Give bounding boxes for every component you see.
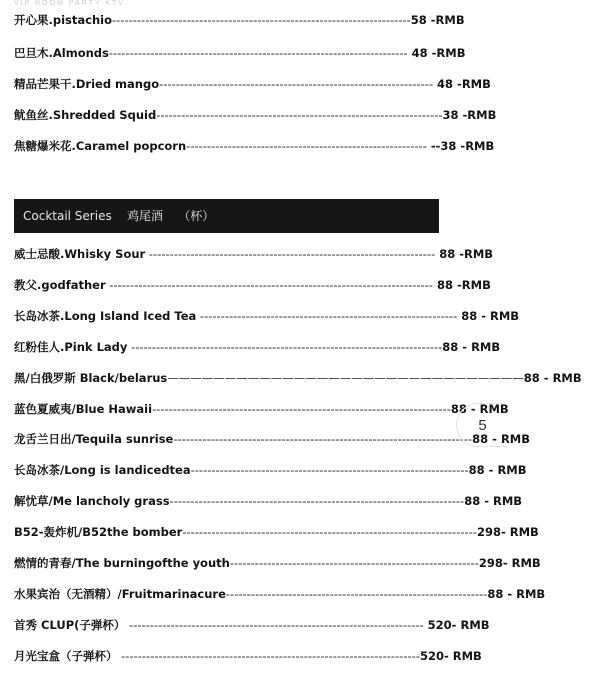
dot-leader: --------------------------------------------------------------------- xyxy=(156,108,443,122)
item-name: 龙舌兰日出/Tequila sunrise xyxy=(14,432,174,446)
item-name: 长岛冰茶.Long Island Iced Tea xyxy=(14,309,197,323)
menu-item-b52-bomber xyxy=(14,525,539,540)
menu-item-melancholy-grass xyxy=(14,494,522,509)
item-name: 首秀 CLUP(子弹杯） xyxy=(14,618,126,632)
dot-leader: ------------------------------------------------------------------------------ xyxy=(105,278,433,292)
dot-leader: ------------------------------------------------------------------------ xyxy=(173,432,473,446)
item-name: 长岛冰茶/Long is landicedtea xyxy=(14,463,191,477)
item-price: 48 -RMB xyxy=(407,46,466,60)
item-name: 蓝色夏威夷/Blue Hawaii xyxy=(14,402,153,416)
dot-leader: -------------------------------------------------------------- xyxy=(196,309,458,323)
item-price: 38 -RMB xyxy=(442,108,497,122)
menu-item-pink-lady xyxy=(14,340,500,355)
item-name: 教父.godfather xyxy=(14,278,106,292)
dot-leader: ------------------------------------------------------------------------ xyxy=(108,46,408,60)
item-price: 520- RMB xyxy=(423,618,490,632)
menu-item-blue-hawaii xyxy=(14,402,509,417)
menu-item-moonlight-box xyxy=(14,649,482,664)
item-name: 鱿鱼丝.Shredded Squid xyxy=(14,108,157,122)
item-name: 水果宾治（无酒精）/Fruitmarinacure xyxy=(14,587,226,601)
item-name: 巴旦木.Almonds xyxy=(14,46,109,60)
menu-item-dried-mango xyxy=(14,77,491,92)
section-title-cn: 鸡尾酒 xyxy=(126,209,163,223)
item-price: --38 -RMB xyxy=(426,139,495,153)
item-price: 58 -RMB xyxy=(410,13,465,27)
item-price: 298- RMB xyxy=(478,556,541,570)
item-price: 88 - RMB xyxy=(523,371,582,385)
section-title-en: Cocktail Series xyxy=(23,209,112,223)
item-price: 88 - RMB xyxy=(468,463,527,477)
dot-leader: --------------------------------------------------------------------------- xyxy=(127,340,443,354)
menu-item-long-island-iced-tea xyxy=(14,309,519,324)
menu-item-debut-clup xyxy=(14,618,490,633)
menu-item-tequila-sunrise xyxy=(14,432,530,447)
dot-leader: ----------------------------------------------------------------------- xyxy=(125,618,424,632)
item-price: 88 - RMB xyxy=(464,494,523,508)
dot-leader: ----------------------------------------------------------------------- xyxy=(182,525,477,539)
item-name: 月光宝盒（子弹杯） xyxy=(14,649,118,663)
item-price: 88 - RMB xyxy=(442,340,501,354)
menu-item-shredded-squid xyxy=(14,108,496,123)
menu-item-burning-youth xyxy=(14,556,541,571)
item-price: 88 - RMB xyxy=(457,309,520,323)
item-name: 威士忌酸.Whisky Sour xyxy=(14,247,146,261)
dot-leader: ------------------------------------------------------------------ xyxy=(159,77,434,91)
menu-item-black-belarus xyxy=(14,371,582,386)
item-name: 燃情的青春/The burningofthe youth xyxy=(14,556,230,570)
item-name: 红粉佳人.Pink Lady xyxy=(14,340,128,354)
item-price: 520- RMB xyxy=(419,649,482,663)
section-unit: （杯） xyxy=(178,209,215,223)
item-name: 开心果.pistachio xyxy=(14,13,112,27)
item-name: 解忧草/Me lancholy grass xyxy=(14,494,170,508)
dot-leader: ——————————————————————————————— xyxy=(167,371,524,385)
dot-leader: --------------------------------------------------------------------- xyxy=(145,247,436,261)
item-price: 88 - RMB xyxy=(472,432,531,446)
dot-leader: ---------------------------------------------------------- xyxy=(186,139,427,153)
page-header-faint: VIP ROOM PARTY KTV xyxy=(14,0,125,7)
menu-item-fruit-punch xyxy=(14,587,545,602)
dot-leader: ------------------------------------------------------------ xyxy=(229,556,479,570)
dot-leader: ------------------------------------------------------------------- xyxy=(190,463,469,477)
menu-item-whisky-sour xyxy=(14,247,493,262)
menu-item-long-island-tea-2 xyxy=(14,463,527,478)
item-price: 88 -RMB xyxy=(433,278,491,292)
dot-leader: ------------------------------------------------------------------------ xyxy=(117,649,420,663)
dot-leader: --------------------------------------------------------------- xyxy=(225,587,488,601)
dot-leader: ------------------------------------------------------------------------ xyxy=(112,13,411,27)
menu-item-pistachio xyxy=(14,13,465,28)
item-price: 88 - RMB xyxy=(487,587,546,601)
item-price: 298- RMB xyxy=(476,525,539,539)
menu-item-caramel-popcorn xyxy=(14,139,494,154)
dot-leader: ------------------------------------------------------------------------ xyxy=(152,402,451,416)
menu-item-almonds xyxy=(14,46,466,61)
item-name: 焦糖爆米花.Caramel popcorn xyxy=(14,139,187,153)
menu-item-godfather xyxy=(14,278,491,293)
cocktail-section-header xyxy=(14,199,439,233)
item-name: B52-轰炸机/B52the bomber xyxy=(14,525,183,539)
dot-leader: ----------------------------------------------------------------------- xyxy=(169,494,465,508)
page-number: 5 xyxy=(478,416,487,434)
item-price: 88 - RMB xyxy=(450,402,509,416)
item-name: 黑/白俄罗斯 Black/belarus xyxy=(14,371,168,385)
item-price: 88 -RMB xyxy=(435,247,494,261)
item-price: 48 -RMB xyxy=(433,77,491,91)
page-number-tab xyxy=(456,403,506,447)
item-name: 精品芒果干.Dried mango xyxy=(14,77,160,91)
